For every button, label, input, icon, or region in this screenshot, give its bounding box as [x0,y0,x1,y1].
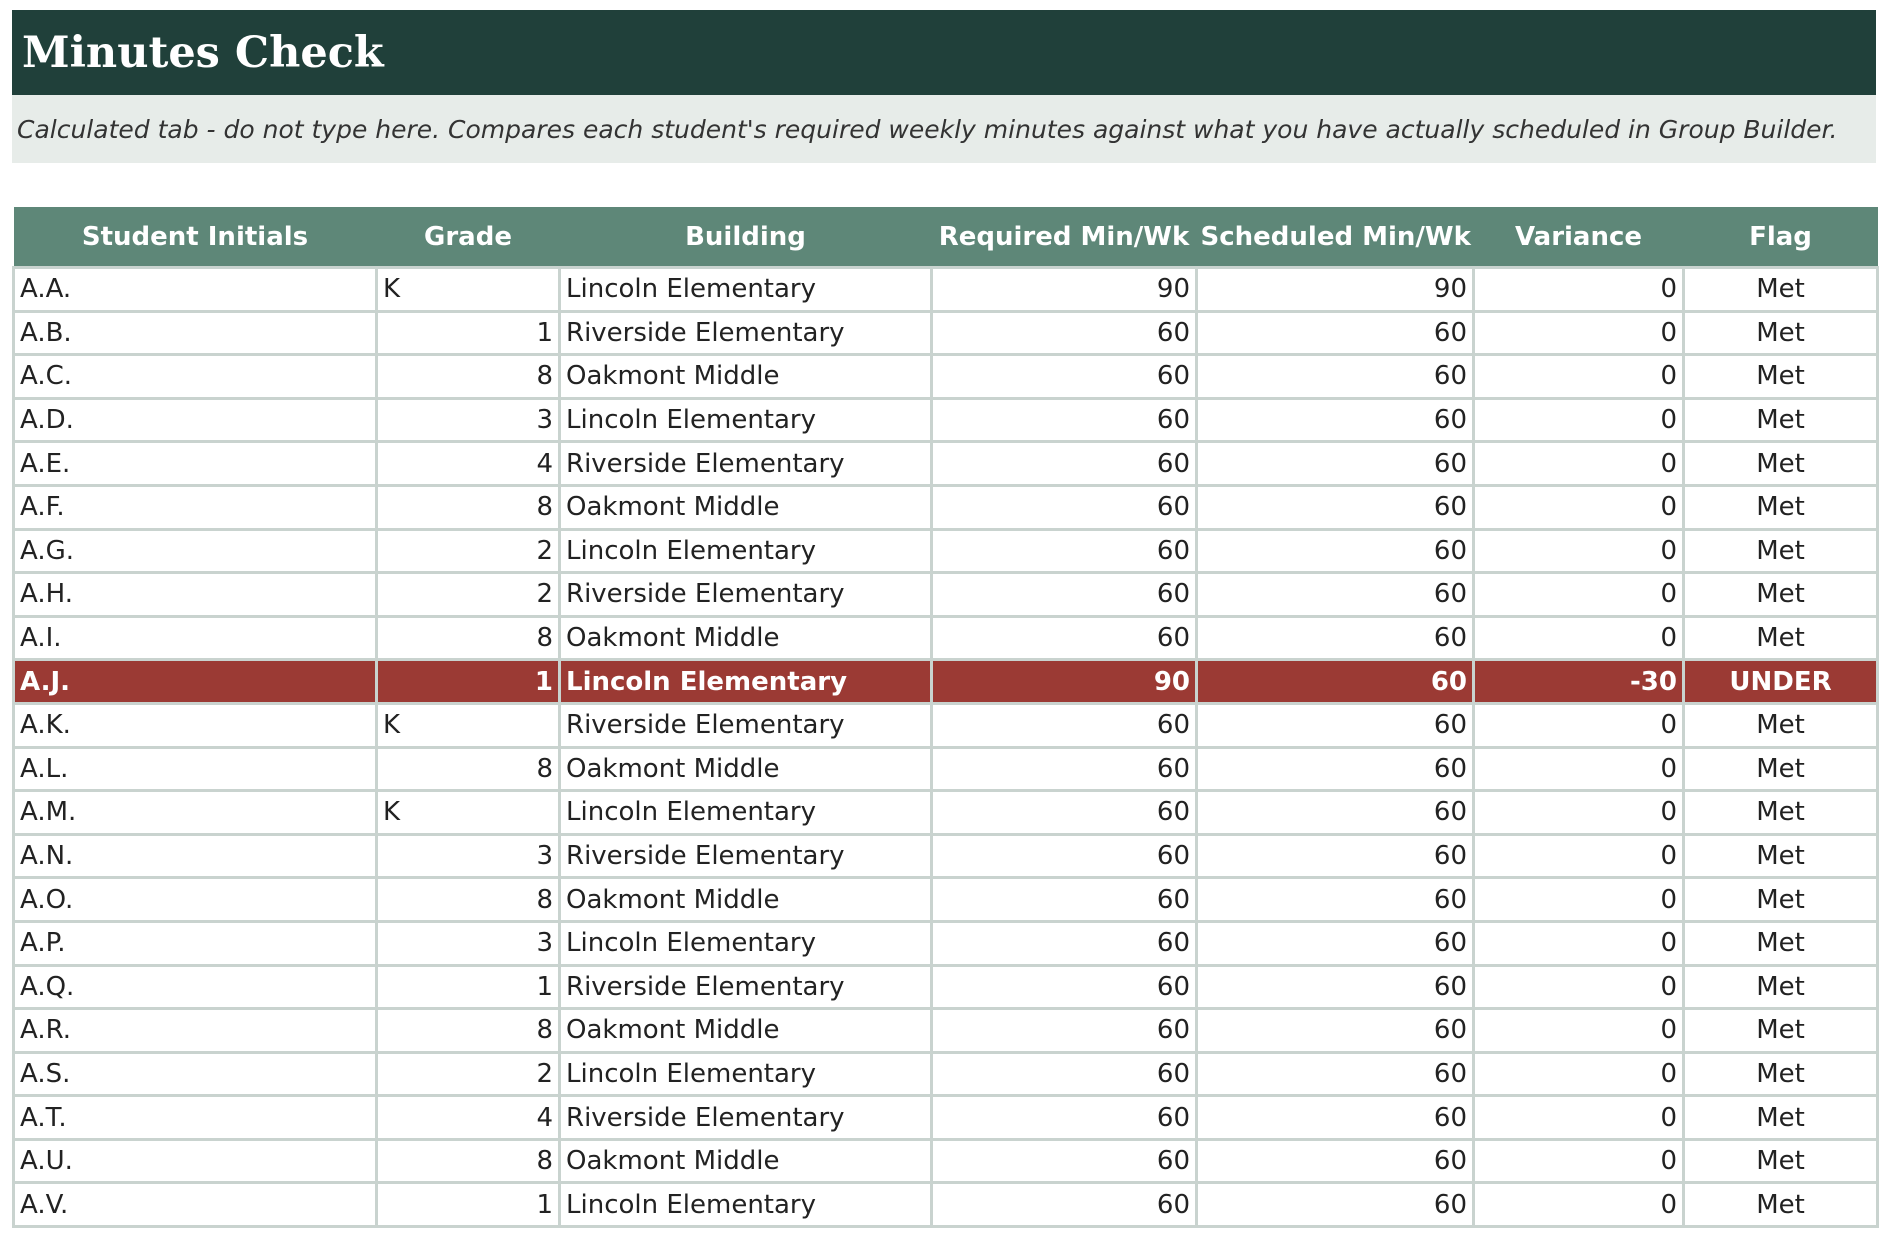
cell-flag[interactable]: Met [1684,573,1878,617]
cell-variance[interactable]: 0 [1474,921,1684,965]
cell-grade[interactable]: 8 [377,485,560,529]
cell-required-min[interactable]: 60 [932,355,1197,399]
cell-scheduled-min[interactable]: 60 [1197,355,1474,399]
cell-required-min[interactable]: 60 [932,1139,1197,1183]
cell-required-min[interactable]: 60 [932,878,1197,922]
cell-scheduled-min[interactable]: 60 [1197,1009,1474,1053]
header-grade[interactable]: Grade [377,207,560,268]
table-row [14,1052,1878,1096]
cell-student-initials[interactable]: A.H. [14,573,377,617]
cell-student-initials[interactable]: A.N. [14,834,377,878]
cell-student-initials[interactable]: A.S. [14,1052,377,1096]
cell-student-initials[interactable]: A.P. [14,921,377,965]
cell-scheduled-min[interactable]: 60 [1197,311,1474,355]
cell-grade[interactable]: 2 [377,1052,560,1096]
header-building[interactable]: Building [560,207,932,268]
cell-scheduled-min[interactable]: 60 [1197,529,1474,573]
cell-flag[interactable]: Met [1684,485,1878,529]
header-scheduled-min[interactable]: Scheduled Min/Wk [1197,207,1474,268]
header-required-min[interactable]: Required Min/Wk [932,207,1197,268]
cell-building[interactable]: Oakmont Middle [560,878,932,922]
cell-required-min[interactable]: 60 [932,1009,1197,1053]
table-row [14,921,1878,965]
cell-grade[interactable]: 8 [377,747,560,791]
cell-variance[interactable]: 0 [1474,573,1684,617]
cell-building[interactable]: Lincoln Elementary [560,1183,932,1227]
cell-flag[interactable]: Met [1684,791,1878,835]
cell-student-initials[interactable]: A.R. [14,1009,377,1053]
table-body [14,268,1878,1227]
cell-variance[interactable]: 0 [1474,529,1684,573]
cell-grade[interactable]: 1 [377,965,560,1009]
cell-scheduled-min[interactable]: 60 [1197,442,1474,486]
cell-grade[interactable]: 8 [377,1139,560,1183]
cell-student-initials[interactable]: A.T. [14,1096,377,1140]
cell-grade[interactable]: 3 [377,834,560,878]
cell-required-min[interactable]: 60 [932,1183,1197,1227]
cell-flag[interactable]: Met [1684,1183,1878,1227]
table-row [14,791,1878,835]
header-row [14,207,1878,268]
cell-grade[interactable]: 2 [377,529,560,573]
cell-variance[interactable]: 0 [1474,1052,1684,1096]
cell-grade[interactable]: K [377,703,560,747]
cell-building[interactable]: Lincoln Elementary [560,660,932,704]
cell-required-min[interactable]: 60 [932,442,1197,486]
cell-variance[interactable]: 0 [1474,747,1684,791]
cell-student-initials[interactable]: A.U. [14,1139,377,1183]
cell-flag[interactable]: Met [1684,442,1878,486]
cell-student-initials[interactable]: A.E. [14,442,377,486]
cell-required-min[interactable]: 60 [932,834,1197,878]
cell-student-initials[interactable]: A.D. [14,398,377,442]
cell-flag[interactable]: Met [1684,529,1878,573]
title-bar [12,10,1876,95]
cell-scheduled-min[interactable]: 60 [1197,703,1474,747]
note-bar [12,95,1876,163]
cell-flag[interactable]: Met [1684,921,1878,965]
cell-flag[interactable]: Met [1684,311,1878,355]
cell-scheduled-min[interactable]: 60 [1197,616,1474,660]
cell-grade[interactable]: 8 [377,616,560,660]
cell-building[interactable]: Oakmont Middle [560,616,932,660]
table-row [14,442,1878,486]
cell-flag[interactable]: Met [1684,1096,1878,1140]
cell-grade[interactable]: 4 [377,1096,560,1140]
cell-required-min[interactable]: 60 [932,747,1197,791]
header-student-initials[interactable]: Student Initials [14,207,377,268]
cell-grade[interactable]: 3 [377,921,560,965]
cell-student-initials[interactable]: A.Q. [14,965,377,1009]
cell-building[interactable]: Lincoln Elementary [560,921,932,965]
cell-grade[interactable]: K [377,268,560,312]
cell-building[interactable]: Lincoln Elementary [560,398,932,442]
cell-grade[interactable]: 3 [377,398,560,442]
cell-grade[interactable]: 1 [377,1183,560,1227]
table-row [14,834,1878,878]
cell-variance[interactable]: 0 [1474,1183,1684,1227]
cell-variance[interactable]: 0 [1474,1139,1684,1183]
cell-building[interactable]: Oakmont Middle [560,485,932,529]
table-row [14,1139,1878,1183]
cell-variance[interactable]: 0 [1474,485,1684,529]
cell-variance[interactable]: 0 [1474,355,1684,399]
cell-scheduled-min[interactable]: 60 [1197,965,1474,1009]
cell-student-initials[interactable]: A.O. [14,878,377,922]
cell-student-initials[interactable]: A.F. [14,485,377,529]
cell-flag[interactable]: Met [1684,616,1878,660]
cell-variance[interactable]: 0 [1474,398,1684,442]
cell-flag[interactable]: Met [1684,878,1878,922]
cell-scheduled-min[interactable]: 60 [1197,878,1474,922]
cell-building[interactable]: Riverside Elementary [560,965,932,1009]
cell-variance[interactable]: 0 [1474,703,1684,747]
cell-flag[interactable]: Met [1684,747,1878,791]
cell-flag[interactable]: Met [1684,965,1878,1009]
cell-building[interactable]: Oakmont Middle [560,355,932,399]
header-variance[interactable]: Variance [1474,207,1684,268]
cell-student-initials[interactable]: A.G. [14,529,377,573]
cell-flag[interactable]: Met [1684,703,1878,747]
cell-required-min[interactable]: 60 [932,398,1197,442]
table-row [14,573,1878,617]
cell-student-initials[interactable]: A.B. [14,311,377,355]
cell-required-min[interactable]: 60 [932,311,1197,355]
table-row [14,616,1878,660]
table-row [14,1183,1878,1227]
cell-scheduled-min[interactable]: 60 [1197,791,1474,835]
minutes-table [12,207,1879,1228]
cell-scheduled-min[interactable]: 60 [1197,747,1474,791]
table-row [14,311,1878,355]
table-row [14,1096,1878,1140]
cell-flag[interactable]: Met [1684,1009,1878,1053]
cell-flag[interactable]: Met [1684,355,1878,399]
table-row [14,1009,1878,1053]
cell-building[interactable]: Riverside Elementary [560,703,932,747]
cell-scheduled-min[interactable]: 60 [1197,660,1474,704]
table-row [14,485,1878,529]
cell-flag[interactable]: Met [1684,1052,1878,1096]
cell-required-min[interactable]: 60 [932,485,1197,529]
cell-required-min[interactable]: 60 [932,921,1197,965]
cell-building[interactable]: Oakmont Middle [560,1009,932,1053]
table-row [14,965,1878,1009]
table-row [14,268,1878,312]
cell-flag[interactable]: UNDER [1684,660,1878,704]
table-row [14,529,1878,573]
cell-building[interactable]: Lincoln Elementary [560,791,932,835]
cell-building[interactable]: Riverside Elementary [560,311,932,355]
cell-scheduled-min[interactable]: 60 [1197,1183,1474,1227]
cell-variance[interactable]: 0 [1474,791,1684,835]
cell-flag[interactable]: Met [1684,398,1878,442]
cell-student-initials[interactable]: A.J. [14,660,377,704]
cell-scheduled-min[interactable]: 60 [1197,921,1474,965]
cell-grade[interactable]: 8 [377,878,560,922]
cell-student-initials[interactable]: A.I. [14,616,377,660]
cell-required-min[interactable]: 60 [932,1096,1197,1140]
cell-building[interactable]: Lincoln Elementary [560,529,932,573]
cell-grade[interactable]: 1 [377,660,560,704]
header-flag[interactable]: Flag [1684,207,1878,268]
table-row [14,747,1878,791]
cell-variance[interactable]: 0 [1474,878,1684,922]
page-title: Minutes Check [22,27,384,78]
cell-building[interactable]: Oakmont Middle [560,1139,932,1183]
cell-variance[interactable]: 0 [1474,616,1684,660]
cell-student-initials[interactable]: A.A. [14,268,377,312]
cell-scheduled-min[interactable]: 60 [1197,1139,1474,1183]
cell-variance[interactable]: 0 [1474,965,1684,1009]
cell-building[interactable]: Riverside Elementary [560,1096,932,1140]
table-row [14,660,1878,704]
cell-building[interactable]: Lincoln Elementary [560,268,932,312]
cell-variance[interactable]: 0 [1474,1096,1684,1140]
cell-scheduled-min[interactable]: 60 [1197,1096,1474,1140]
cell-building[interactable]: Riverside Elementary [560,442,932,486]
cell-grade[interactable]: 8 [377,1009,560,1053]
cell-grade[interactable]: 4 [377,442,560,486]
cell-required-min[interactable]: 60 [932,573,1197,617]
cell-scheduled-min[interactable]: 60 [1197,398,1474,442]
cell-grade[interactable]: 8 [377,355,560,399]
cell-flag[interactable]: Met [1684,1139,1878,1183]
table-row [14,398,1878,442]
cell-grade[interactable]: 1 [377,311,560,355]
cell-variance[interactable]: 0 [1474,442,1684,486]
cell-student-initials[interactable]: A.K. [14,703,377,747]
page-note: Calculated tab - do not type here. Compares each student's required weekly minutes against what you have actually scheduled in Group Builder. [17,114,1838,144]
cell-required-min[interactable]: 60 [932,965,1197,1009]
cell-required-min[interactable]: 60 [932,616,1197,660]
cell-student-initials[interactable]: A.L. [14,747,377,791]
table-row [14,355,1878,399]
cell-flag[interactable]: Met [1684,268,1878,312]
cell-student-initials[interactable]: A.M. [14,791,377,835]
cell-required-min[interactable]: 90 [932,660,1197,704]
cell-scheduled-min[interactable]: 60 [1197,573,1474,617]
table-row [14,703,1878,747]
cell-variance[interactable]: 0 [1474,311,1684,355]
cell-building[interactable]: Lincoln Elementary [560,1052,932,1096]
table-row [14,878,1878,922]
cell-student-initials[interactable]: A.C. [14,355,377,399]
cell-building[interactable]: Riverside Elementary [560,573,932,617]
cell-scheduled-min[interactable]: 60 [1197,834,1474,878]
cell-scheduled-min[interactable]: 60 [1197,1052,1474,1096]
cell-scheduled-min[interactable]: 60 [1197,485,1474,529]
cell-variance[interactable]: -30 [1474,660,1684,704]
cell-grade[interactable]: K [377,791,560,835]
cell-building[interactable]: Riverside Elementary [560,834,932,878]
cell-student-initials[interactable]: A.V. [14,1183,377,1227]
cell-variance[interactable]: 0 [1474,834,1684,878]
cell-building[interactable]: Oakmont Middle [560,747,932,791]
cell-scheduled-min[interactable]: 90 [1197,268,1474,312]
cell-required-min[interactable]: 60 [932,529,1197,573]
cell-grade[interactable]: 2 [377,573,560,617]
cell-variance[interactable]: 0 [1474,1009,1684,1053]
cell-required-min[interactable]: 60 [932,791,1197,835]
cell-variance[interactable]: 0 [1474,268,1684,312]
cell-required-min[interactable]: 60 [932,1052,1197,1096]
cell-required-min[interactable]: 90 [932,268,1197,312]
cell-flag[interactable]: Met [1684,834,1878,878]
cell-required-min[interactable]: 60 [932,703,1197,747]
